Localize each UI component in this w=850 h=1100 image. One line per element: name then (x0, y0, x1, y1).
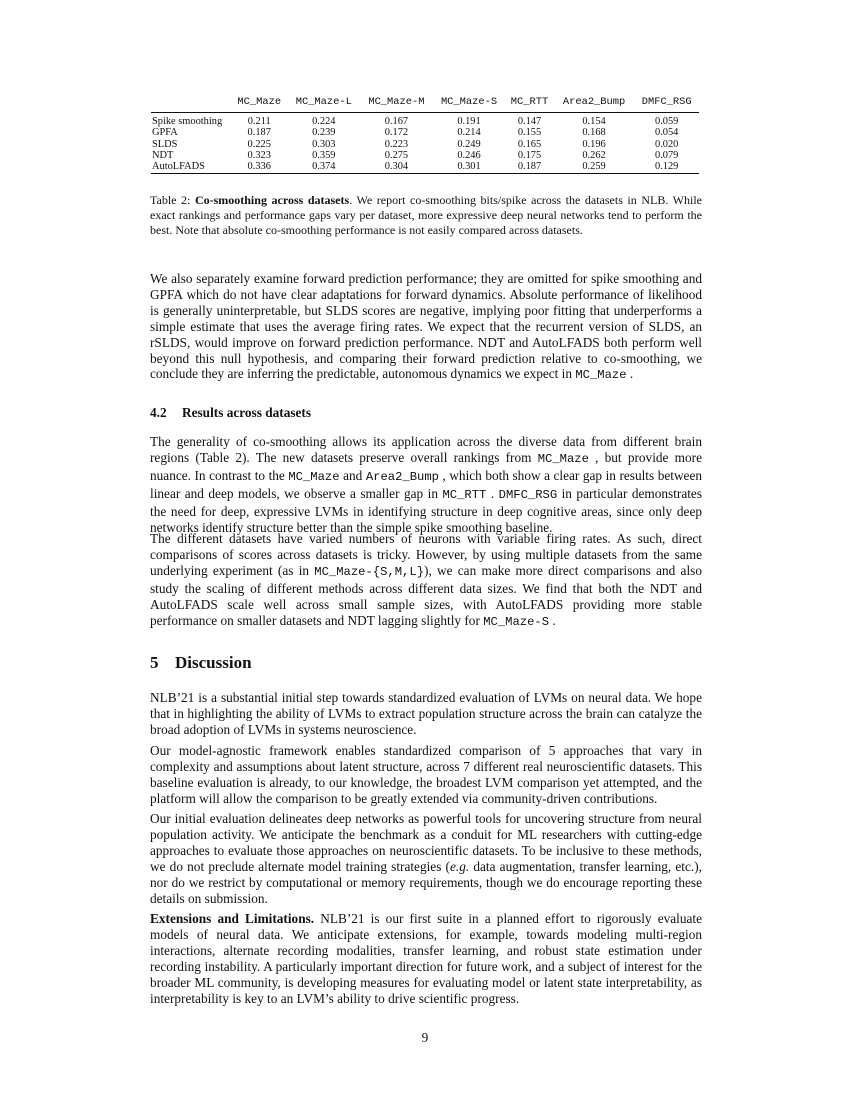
nlb-paragraph: NLB’21 is a substantial initial step towards standardized evaluation of LVMs on neural data. We hope that in highlighting the ability of LVMs to extract population structure across the brain can catalyze the broad adoption of LVMs in systems neuroscience. (150, 690, 702, 737)
table-cell: 0.246 (457, 149, 481, 161)
table-cell: 0.196 (582, 138, 606, 150)
table-row (151, 127, 699, 138)
table-corner-cell (151, 97, 231, 113)
table-cell: 0.301 (433, 161, 506, 174)
table-cell: 0.224 (312, 116, 336, 128)
table-cell: 0.168 (582, 127, 606, 139)
table-cell: 0.214 (457, 127, 481, 139)
table-header-row (151, 97, 699, 113)
table-cell: 0.211 (247, 116, 271, 128)
table-caption (150, 193, 702, 239)
column-header: MC_RTT (505, 97, 553, 113)
caption-label: Table 2: (150, 193, 191, 207)
paragraph-text: NLB’21 is our first suite in a planned effort to rigorously evaluate models of neural data. We anticipate extensions, for example, towards modeling multi-region interactions, alternate recording modalities, transfer learning, and robust state estimation under recording instability. A particularly important direction for future work, and a subject of interest for the broader ML community, is developing measures for evaluating model or latent state interpretability, as interpretability is key to an LVM’s ability to drive scientific progress. (150, 911, 702, 1006)
inline-code: MC_Maze-{S,M,L} (314, 564, 425, 579)
paragraph-text: and (339, 467, 366, 483)
table-cell: 0.079 (655, 149, 679, 161)
section-number: 5 (150, 653, 159, 672)
caption-text: . We report co-smoothing bits/spike across the datasets in NLB. While exact rankings and performance gaps vary per dataset, more expressive deep neural networks tend to perform the best. Note that absolute co-smoothing performance is not easily compared across datasets. (150, 193, 702, 238)
paragraph-text: Our initial evaluation delineates deep networks as powerful tools for uncovering structure from neural population activity. We anticipate the benchmark as a conduit for ML researchers with cutting-edge approaches to evaluate those approaches on neuroscientific datasets. To be inclusive to these methods, we do not preclude alternate model training strategies ( (150, 811, 702, 874)
table-cell: 0.187 (247, 127, 271, 139)
table-cell: 0.172 (384, 127, 409, 139)
paragraph-text: . (626, 366, 634, 382)
table-cell: 0.374 (287, 161, 360, 174)
table-row (151, 150, 699, 161)
paragraph-text: in particular demonstrates the need for deep, expressive LVMs in identifying structure in deep cognitive areas, since only deep networks identify structure better than the simple spike smoothing baseline. (150, 485, 702, 535)
method-name: GPFA (152, 127, 178, 139)
table-cell: 0.154 (582, 116, 606, 128)
table-cell: 0.147 (517, 116, 542, 128)
table-cell: 0.054 (655, 127, 679, 139)
paragraph-text: The different datasets have varied numbers of neurons with variable firing rates. As such, direct comparisons of scores across datasets is tricky. However, by using multiple datasets from the same underlying experiment (as in (150, 531, 702, 578)
inline-code: MC_RTT (442, 487, 487, 502)
inline-code: MC_Maze-S (483, 614, 550, 629)
inline-code: MC_Maze (288, 469, 340, 484)
column-header: MC_Maze-M (360, 97, 433, 113)
method-name: Spike smoothing (152, 116, 223, 128)
column-header: MC_Maze (231, 97, 287, 113)
paragraph-text: , but provide more nuance. In contrast to the (150, 449, 702, 483)
section-title: Discussion (175, 653, 252, 672)
table-cell: 0.175 (517, 149, 542, 161)
table-cell: 0.020 (655, 138, 679, 150)
paragraph-run-in-title: Extensions and Limitations. (150, 911, 315, 926)
initial-evaluation-paragraph (150, 811, 702, 906)
results-table (151, 97, 699, 174)
table-row (151, 139, 699, 150)
paragraph-text: The generality of co-smoothing allows its application across the diverse data from different brain regions (Table 2). The new datasets preserve overall rankings from (150, 434, 702, 465)
table-cell: 0.059 (655, 116, 679, 128)
method-name: NDT (152, 149, 174, 161)
method-name: AutoLFADS (151, 161, 231, 174)
table-cell: 0.304 (360, 161, 433, 174)
paragraph-text: We also separately examine forward prediction performance; they are omitted for spike smoothing and GPFA which do not have clear adaptations for forward dynamics. Absolute performance of likelihood is generally uninterpretable, but SLDS scores are negative, implying poor fitting that underperforms a simple estimate that uses the average firing rates. We expect that the recurrent version of SLDS, an rSLDS, would improve on forward prediction performance. NDT and AutoLFADS both perform well beyond this null hypothesis, and comparing their forward prediction relative to co-smoothing, we conclude they are inferring the predictable, autonomous dynamics we expect in (150, 271, 702, 382)
table-cell: 0.359 (312, 149, 336, 161)
table-row (151, 161, 699, 174)
table-cell: 0.336 (231, 161, 287, 174)
paragraph-text: ), we can make more direct comparisons and also study the scaling of different methods across different data sizes. We find that both the NDT and AutoLFADS scale well across small sample sizes, with AutoLFADS providing more stable performance on smaller datasets and NDT lagging slightly for (150, 562, 702, 628)
table-cell: 0.303 (312, 138, 336, 150)
column-header: MC_Maze-L (287, 97, 360, 113)
inline-code: MC_Maze (537, 451, 589, 466)
section-title: Results across datasets (182, 405, 312, 420)
forward-prediction-paragraph (150, 271, 702, 384)
caption-title: Co-smoothing across datasets (194, 193, 350, 207)
extensions-paragraph (150, 911, 702, 1006)
table-cell: 0.323 (247, 149, 271, 161)
table-cell: 0.239 (312, 127, 336, 139)
section-heading-4-2 (150, 405, 311, 421)
method-name: SLDS (152, 138, 178, 150)
datasets-paragraph (150, 531, 702, 630)
table-cell: 0.165 (517, 138, 542, 150)
table-cell: 0.191 (457, 116, 481, 128)
table-cell: 0.223 (384, 138, 409, 150)
inline-code: MC_Maze (575, 368, 627, 383)
paragraph-text: . (549, 612, 556, 628)
inline-code: DMFC_RSG (498, 487, 558, 502)
model-agnostic-paragraph: Our model-agnostic framework enables standardized comparison of 5 approaches that vary in complexity and assumptions about latent structure, across 7 different real neuroscientific datasets. This baseline evaluation is already, to our knowledge, the broadest LVM comparison yet attempted, and the platform will allow the comparison to be greatly extended via community-driven contributions. (150, 743, 702, 806)
table-cell: 0.262 (582, 149, 606, 161)
section-number: 4.2 (150, 405, 167, 420)
table-cell: 0.275 (384, 149, 409, 161)
paragraph-text: . (486, 485, 499, 501)
column-header: Area2_Bump (554, 97, 635, 113)
emphasis-text: e.g. (449, 858, 470, 874)
inline-code: Area2_Bump (365, 469, 439, 484)
results-paragraph (150, 434, 702, 535)
table-cell: 0.155 (517, 127, 542, 139)
table-cell: 0.259 (554, 161, 635, 174)
table-cell: 0.129 (634, 161, 699, 174)
section-heading-5 (150, 653, 252, 673)
table-cell: 0.225 (247, 138, 271, 150)
column-header: DMFC_RSG (634, 97, 699, 113)
table-cell: 0.249 (457, 138, 481, 150)
table-row (151, 113, 699, 128)
paragraph-text: data augmentation, transfer learning, etc.), nor do we restrict by computational or memory requirements, though we do encourage reporting these details on submission. (150, 858, 702, 906)
column-header: MC_Maze-S (433, 97, 506, 113)
page-number: 9 (421, 1030, 429, 1045)
paragraph-text: , which both show a clear gap in results between linear and deep models, we observe a smaller gap in (150, 467, 703, 501)
table-cell: 0.187 (505, 161, 553, 174)
table-cell: 0.167 (384, 116, 409, 128)
